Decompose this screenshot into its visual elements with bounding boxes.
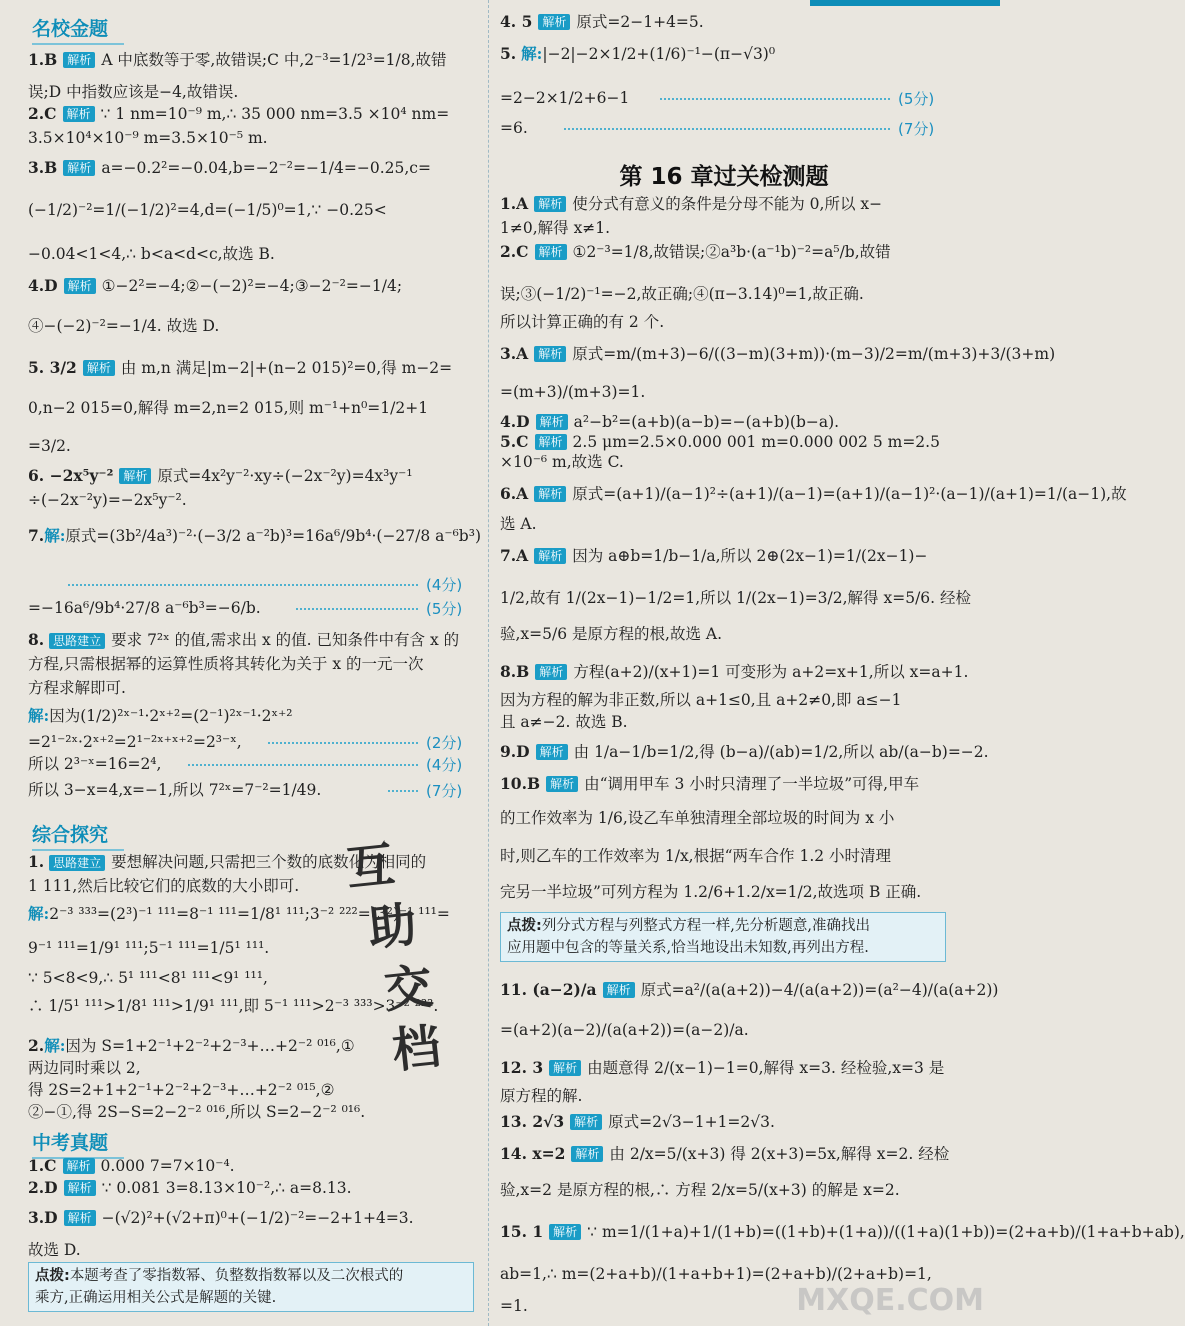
answer-line: 原方程的解. [500, 1087, 583, 1105]
answer-line: 且 a≠−2. 故选 B. [500, 713, 628, 731]
watermark: MXQE.COM [796, 1283, 984, 1318]
answer-line: 误;D 中指数应该是−4,故错误. [28, 83, 239, 101]
score-label: (5分) [426, 600, 463, 618]
answer-line: 2.D 解析 ∵ 0.081 3=8.13×10⁻²,∴ a=8.13. [28, 1178, 352, 1197]
dotted-leader [268, 742, 418, 744]
dotted-leader [660, 98, 890, 100]
score-label: (7分) [426, 782, 463, 800]
answer-line: 5. 3/2 解析 由 m,n 满足|m−2|+(n−2 015)²=0,得 m−2= [28, 358, 453, 377]
answer-line: 误;③(−1/2)⁻¹=−2,故正确;④(π−3.14)⁰=1,故正确. [500, 285, 864, 303]
answer-line: 的工作效率为 1/6,设乙车单独清理全部垃圾的时间为 x 小 [500, 809, 895, 827]
answer-line: 因为方程的解为非正数,所以 a+1≤0,且 a+2≠0,即 a≤−1 [500, 691, 902, 709]
answer-line: ÷(−2x⁻²y)=−2x⁵y⁻². [28, 491, 187, 509]
answer-line: 9⁻¹ ¹¹¹=1/9¹ ¹¹¹;5⁻¹ ¹¹¹=1/5¹ ¹¹¹. [28, 939, 270, 957]
answer-line: ×10⁻⁶ m,故选 C. [500, 453, 624, 471]
answer-line: =−16a⁶/9b⁴·27/8 a⁻⁶b³=−6/b. [28, 599, 261, 617]
answer-line: 1.A 解析 使分式有意义的条件是分母不能为 0,所以 x− [500, 194, 883, 213]
answer-line: 选 A. [500, 515, 537, 533]
answer-line: 1/2,故有 1/(2x−1)−1/2=1,所以 1/(2x−1)=3/2,解得 x=5/6. 经检 [500, 589, 972, 607]
section-title: 名校金题 [32, 14, 124, 45]
answer-line: 方程,只需根据幂的运算性质将其转化为关于 x 的一元一次 [28, 655, 424, 673]
answer-line: 13. 2√3 解析 原式=2√3−1+1=2√3. [500, 1112, 775, 1131]
answer-line: 3.5×10⁴×10⁻⁹ m=3.5×10⁻⁵ m. [28, 129, 268, 147]
answer-line: 8. 思路建立 要求 7²ˣ 的值,需求出 x 的值. 已知条件中有含 x 的 [28, 630, 460, 649]
answer-line: 时,则乙车的工作效率为 1/x,根据“两车合作 1.2 小时清理 [500, 847, 892, 865]
answer-line: 两边同时乘以 2, [28, 1059, 141, 1077]
answer-line: 完另一半垃圾”可列方程为 1.2/6+1.2/x=1/2,故选项 B 正确. [500, 883, 922, 901]
handwriting: 交 [381, 958, 436, 1020]
answer-line: 所以 3−x=4,x=−1,所以 7²ˣ=7⁻²=1/49. [28, 781, 322, 799]
answer-line: 1. 思路建立 要想解决问题,只需把三个数的底数化为相同的 [28, 852, 427, 871]
answer-line: 7.解:原式=(3b²/4a³)⁻²·(−3/2 a⁻²b)³=16a⁶/9b⁴·(−27/8 a⁻⁶b³) [28, 526, 481, 545]
section-title: 中考真题 [32, 1128, 124, 1159]
answer-line: =2−2×1/2+6−1 [500, 89, 630, 107]
answer-line: −0.04<1<4,∴ b<a<d<c,故选 B. [28, 245, 275, 263]
score-label: (2分) [426, 734, 463, 752]
answer-line: 1.C 解析 0.000 7=7×10⁻⁴. [28, 1156, 235, 1175]
answer-line: 4.D 解析 ①−2²=−4;②−(−2)²=−4;③−2⁻²=−1/4; [28, 276, 403, 295]
answer-line: ②−①,得 2S−S=2−2⁻² ⁰¹⁶,所以 S=2−2⁻² ⁰¹⁶. [28, 1103, 366, 1121]
answer-line: ∵ 5<8<9,∴ 5¹ ¹¹¹<8¹ ¹¹¹<9¹ ¹¹¹, [28, 969, 268, 987]
column-divider [488, 0, 489, 1326]
answer-line: 12. 3 解析 由题意得 2/(x−1)−1=0,解得 x=3. 经检验,x=3 是 [500, 1058, 945, 1077]
answer-line: ab=1,∴ m=(2+a+b)/(1+a+b+1)=(2+a+b)/(2+a+b)=1, [500, 1265, 932, 1283]
answer-line: 验,x=2 是原方程的根,∴ 方程 2/x=5/(x+3) 的解是 x=2. [500, 1181, 900, 1199]
answer-line: 4.D 解析 a²−b²=(a+b)(a−b)=−(a+b)(b−a). [500, 412, 840, 431]
answer-line: 2.解:因为 S=1+2⁻¹+2⁻²+2⁻³+…+2⁻² ⁰¹⁶,① [28, 1036, 355, 1055]
answer-line: 3.A 解析 原式=m/(m+3)−6/((3−m)(3+m))·(m−3)/2=m/(m+3)+3/(3+m) [500, 344, 1056, 363]
answer-line: 所以 2³⁻ˣ=16=2⁴, [28, 755, 162, 773]
tip-box: 点拨:本题考查了零指数幂、负整数指数幂以及二次根式的 乘方,正确运用相关公式是解题的关键. [28, 1262, 474, 1312]
answer-line: 11. (a−2)/a 解析 原式=a²/(a(a+2))−4/(a(a+2))=(a²−4)/(a(a+2)) [500, 980, 999, 999]
answer-line: 4. 5 解析 原式=2−1+4=5. [500, 12, 704, 31]
answer-line: 1.B 解析 A 中底数等于零,故错误;C 中,2⁻³=1/2³=1/8,故错 [28, 50, 447, 69]
header-bar [810, 0, 1000, 6]
section-title: 综合探究 [32, 820, 124, 851]
answer-line: 1 111,然后比较它们的底数的大小即可. [28, 877, 300, 895]
answer-line: 14. x=2 解析 由 2/x=5/(x+3) 得 2(x+3)=5x,解得 x=2. 经检 [500, 1144, 950, 1163]
answer-line: 6.A 解析 原式=(a+1)/(a−1)²÷(a+1)/(a−1)=(a+1)/(a−1)²·(a−1)/(a+1)=1/(a−1),故 [500, 484, 1127, 503]
dotted-leader [188, 764, 418, 766]
answer-line: 验,x=5/6 是原方程的根,故选 A. [500, 625, 723, 643]
answer-line: 2.C 解析 ①2⁻³=1/8,故错误;②a³b·(a⁻¹b)⁻²=a⁵/b,故错 [500, 242, 891, 261]
handwriting: 助 [365, 896, 420, 958]
answer-line: 1≠0,解得 x≠1. [500, 219, 611, 237]
dotted-leader [68, 584, 418, 586]
answer-line: 15. 1 解析 ∵ m=1/(1+a)+1/(1+b)=((1+b)+(1+a))/((1+a)(1+b))=(2+a+b)/(1+a+b+ab), [500, 1222, 1185, 1241]
answer-line: =1. [500, 1297, 528, 1315]
answer-line: 7.A 解析 因为 a⊕b=1/b−1/a,所以 2⊕(2x−1)=1/(2x−1)− [500, 546, 928, 565]
answer-line: 故选 D. [28, 1241, 81, 1259]
answer-line: 0,n−2 015=0,解得 m=2,n=2 015,则 m⁻¹+n⁰=1/2+1 [28, 399, 429, 417]
answer-line: =3/2. [28, 437, 71, 455]
answer-line: =6. [500, 119, 528, 137]
score-label: (5分) [898, 90, 935, 108]
answer-line: 解:因为(1/2)²ˣ⁻¹·2ˣ⁺²=(2⁻¹)²ˣ⁻¹·2ˣ⁺² [28, 706, 293, 725]
answer-line: 10.B 解析 由“调用甲车 3 小时只清理了一半垃圾”可得,甲车 [500, 774, 920, 793]
dotted-leader [296, 608, 418, 610]
answer-line: ∴ 1/5¹ ¹¹¹>1/8¹ ¹¹¹>1/9¹ ¹¹¹,即 5⁻¹ ¹¹¹>2⁻³ ³³³>3⁻² ²²². [28, 997, 439, 1015]
score-label: (7分) [898, 120, 935, 138]
answer-line: 6. −2x⁵y⁻² 解析 原式=4x²y⁻²·xy÷(−2x⁻²y)=4x³y⁻¹ [28, 466, 413, 485]
answer-line: 5.C 解析 2.5 μm=2.5×0.000 001 m=0.000 002 5 m=2.5 [500, 432, 940, 451]
score-label: (4分) [426, 576, 463, 594]
answer-line: 3.D 解析 −(√2)²+(√2+π)⁰+(−1/2)⁻²=−2+1+4=3. [28, 1208, 414, 1227]
answer-line: 9.D 解析 由 1/a−1/b=1/2,得 (b−a)/(ab)=1/2,所以 ab/(a−b)=−2. [500, 742, 989, 761]
chapter-title: 第 16 章过关检测题 [619, 164, 829, 190]
handwriting: 互 [343, 836, 398, 898]
answer-line: ④−(−2)⁻²=−1/4. 故选 D. [28, 317, 220, 335]
answer-line: 2.C 解析 ∵ 1 nm=10⁻⁹ m,∴ 35 000 nm=3.5 ×10⁴ nm= [28, 104, 450, 123]
answer-line: 方程求解即可. [28, 679, 126, 697]
answer-line: 5. 解:|−2|−2×1/2+(1/6)⁻¹−(π−√3)⁰ [500, 44, 776, 63]
dotted-leader [564, 128, 890, 130]
answer-line: (−1/2)⁻²=1/(−1/2)²=4,d=(−1/5)⁰=1,∵ −0.25< [28, 201, 387, 219]
answer-line: 所以计算正确的有 2 个. [500, 313, 665, 331]
answer-line: 8.B 解析 方程(a+2)/(x+1)=1 可变形为 a+2=x+1,所以 x=a+1. [500, 662, 969, 681]
answer-line: =(a+2)(a−2)/(a(a+2))=(a−2)/a. [500, 1021, 749, 1039]
handwriting: 档 [389, 1018, 444, 1080]
answer-line: =2¹⁻²ˣ·2ˣ⁺²=2¹⁻²ˣ⁺ˣ⁺²=2³⁻ˣ, [28, 733, 242, 751]
tip-box: 点拨:列分式方程与列整式方程一样,先分析题意,准确找出 应用题中包含的等量关系,恰当地设出未知数,再列出方程. [500, 912, 946, 962]
dotted-leader [388, 790, 418, 792]
score-label: (4分) [426, 756, 463, 774]
answer-line: 解:2⁻³ ³³³=(2³)⁻¹ ¹¹¹=8⁻¹ ¹¹¹=1/8¹ ¹¹¹;3⁻² ²²²=(3²)⁻¹ ¹¹¹= [28, 904, 450, 923]
answer-line: 得 2S=2+1+2⁻¹+2⁻²+2⁻³+…+2⁻² ⁰¹⁵,② [28, 1081, 335, 1099]
answer-line: =(m+3)/(m+3)=1. [500, 383, 646, 401]
answer-line: 3.B 解析 a=−0.2²=−0.04,b=−2⁻²=−1/4=−0.25,c= [28, 158, 431, 177]
